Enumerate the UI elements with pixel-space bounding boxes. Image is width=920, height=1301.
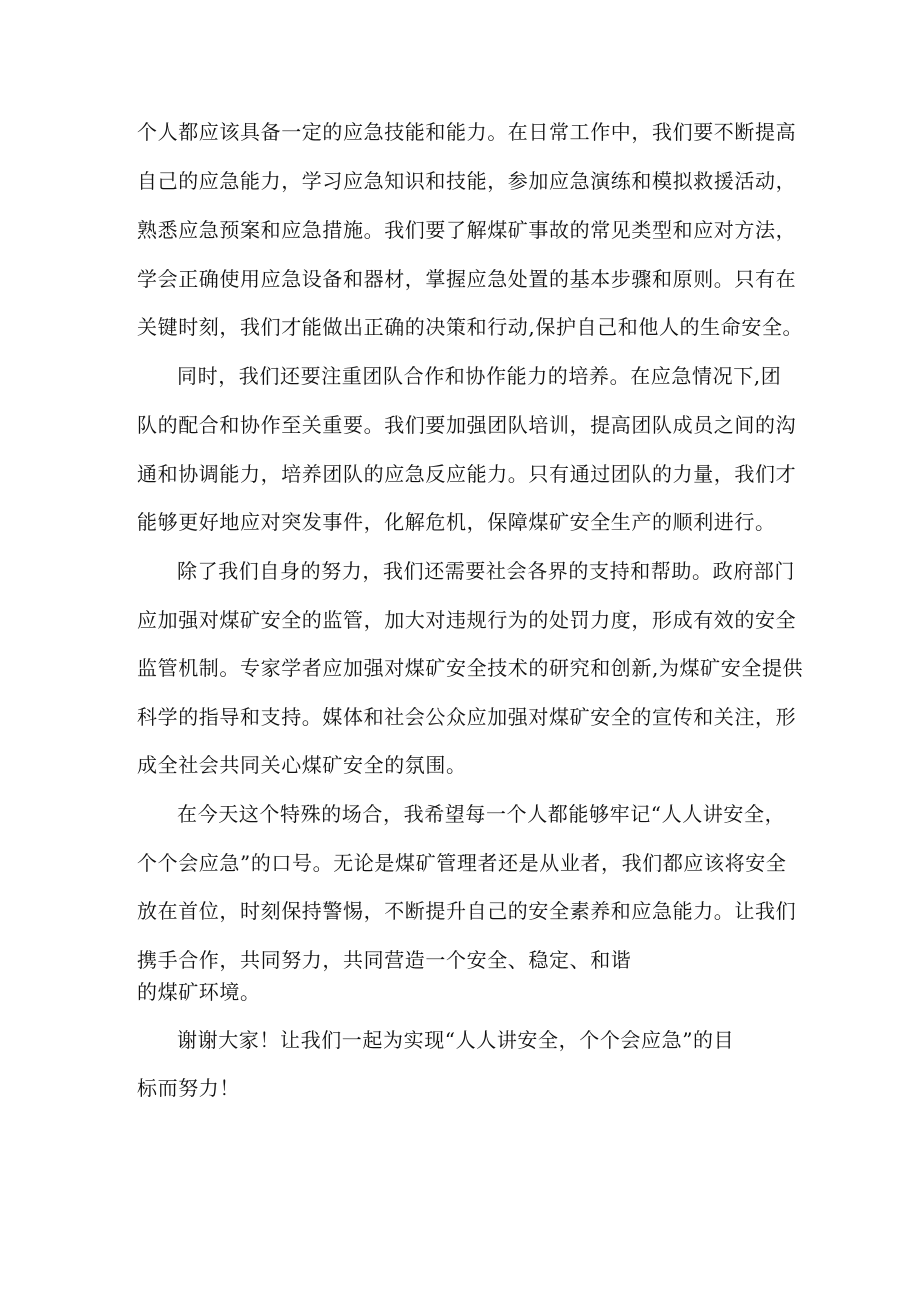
- paragraph-4-line-1: 在今天这个特殊的场合，我希望每一个人都能够牢记“人人讲安全，: [177, 802, 786, 826]
- paragraph-1-line-5: 关键时刻，我们才能做出正确的决策和行动,保护自己和他人的生命安全。: [137, 315, 804, 339]
- paragraph-4-line-5: 的煤矿环境。: [137, 980, 261, 1004]
- paragraph-1-line-2: 自己的应急能力，学习应急知识和技能，参加应急演练和模拟救援活动，: [137, 169, 797, 193]
- paragraph-1-line-4: 学会正确使用应急设备和器材，掌握应急处置的基本步骤和原则。只有在: [137, 267, 797, 291]
- paragraph-4-line-2: 个个会应急”的口号。无论是煤矿管理者还是从业者，我们都应该将安全: [137, 851, 787, 875]
- paragraph-4-line-4: 携手合作，共同努力，共同营造一个安全、稳定、和谐: [137, 948, 632, 972]
- paragraph-1-line-3: 熟悉应急预案和应急措施。我们要了解煤矿事故的常见类型和应对方法，: [137, 218, 797, 242]
- paragraph-2-line-3: 通和协调能力，培养团队的应急反应能力。只有通过团队的力量，我们才: [137, 462, 797, 486]
- paragraph-3-line-2: 应加强对煤矿安全的监管，加大对违规行为的处罚力度，形成有效的安全: [137, 608, 797, 632]
- paragraph-2-line-2: 队的配合和协作至关重要。我们要加强团队培训，提高团队成员之间的沟: [137, 413, 797, 437]
- paragraph-3-line-4: 科学的指导和支持。媒体和社会公众应加强对煤矿安全的宣传和关注，形: [137, 705, 797, 729]
- paragraph-3-line-1: 除了我们自身的努力，我们还需要社会各界的支持和帮助。政府部门: [177, 559, 795, 583]
- paragraph-5-line-2: 标而努力！: [137, 1076, 240, 1100]
- paragraph-1-line-1: 个人都应该具备一定的应急技能和能力。在日常工作中，我们要不断提高: [137, 120, 797, 144]
- paragraph-2-line-4: 能够更好地应对突发事件，化解危机，保障煤矿安全生产的顺利进行。: [137, 510, 776, 534]
- paragraph-5-line-1: 谢谢大家！让我们一起为实现“人人讲安全，个个会应急”的目: [177, 1028, 735, 1052]
- paragraph-2-line-1: 同时，我们还要注重团队合作和协作能力的培养。在应急情况下,团: [177, 364, 782, 388]
- paragraph-4-line-3: 放在首位，时刻保持警惕，不断提升自己的安全素养和应急能力。让我们: [137, 899, 797, 923]
- paragraph-3-line-3: 监管机制。专家学者应加强对煤矿安全技术的研究和创新,为煤矿安全提供: [137, 656, 804, 680]
- paragraph-3-line-5: 成全社会共同关心煤矿安全的氛围。: [137, 753, 467, 777]
